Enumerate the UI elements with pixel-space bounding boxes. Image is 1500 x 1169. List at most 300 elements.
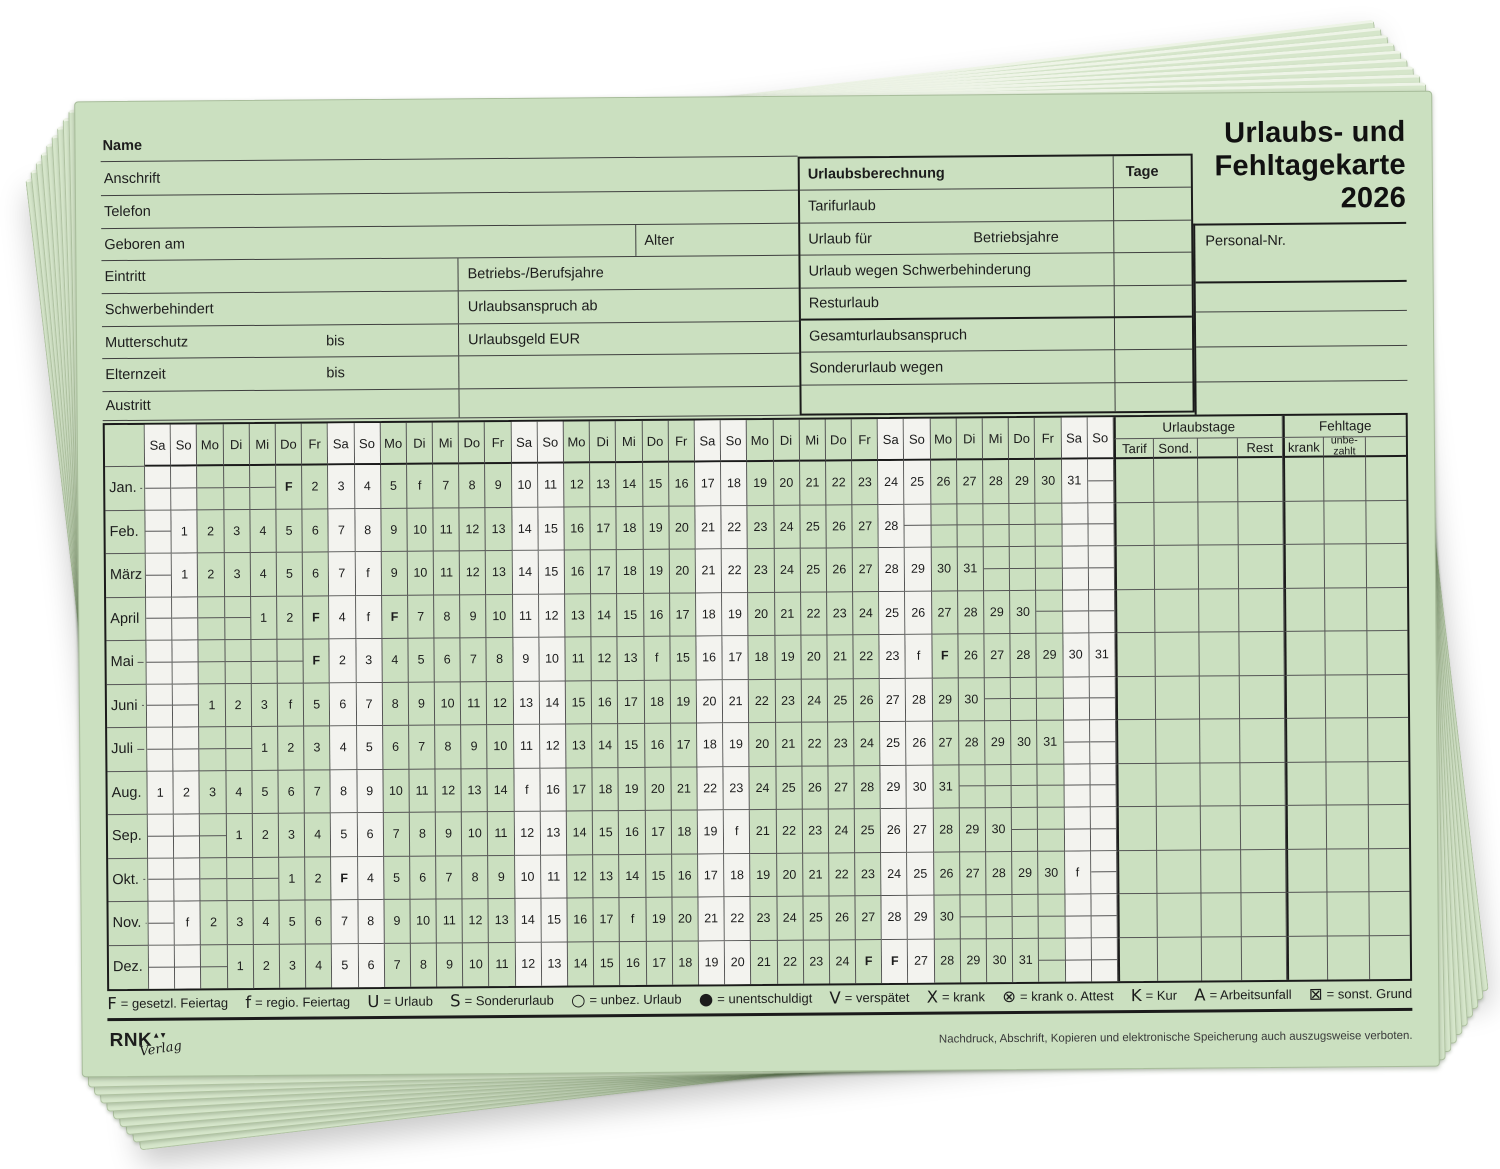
day-cell: 4	[305, 813, 332, 857]
rule-line	[137, 749, 144, 750]
weekday-header: Mi	[249, 424, 276, 466]
day-cell: 9	[381, 552, 408, 596]
empty-day-cell	[226, 727, 253, 771]
legend-text: = gesetzl. Feiertag	[120, 994, 229, 1011]
empty-day-cell	[1092, 938, 1119, 982]
day-cell: 31	[1062, 459, 1089, 503]
weekday-header: Fr	[302, 423, 329, 465]
day-cell: 7	[305, 770, 332, 814]
weekday-header: Di	[590, 421, 617, 463]
day-cell: 8	[331, 770, 358, 814]
day-cell: 14	[568, 942, 595, 986]
day-cell: f	[620, 898, 647, 942]
day-cell: 18	[593, 768, 620, 812]
empty-row	[1196, 282, 1407, 313]
form-row-schwerbehindert	[102, 289, 799, 327]
day-cell: 15	[539, 551, 566, 595]
legend-text: = krank o. Attest	[1019, 987, 1114, 1004]
rule-line	[142, 705, 144, 706]
day-cell: 16	[669, 462, 696, 506]
day-cell: 12	[592, 637, 619, 681]
day-cell: 18	[749, 636, 776, 680]
summary-cell	[1114, 502, 1154, 546]
empty-day-cell	[1090, 720, 1117, 764]
day-cell: 7	[433, 464, 460, 508]
weekday-header: Do	[1009, 418, 1036, 460]
day-cell: 10	[487, 594, 514, 638]
day-cell: 29	[985, 721, 1012, 765]
legend-item	[245, 992, 350, 1012]
empty-day-cell	[1013, 895, 1040, 939]
empty-day-cell	[225, 596, 252, 640]
day-cell: 5	[276, 509, 303, 553]
weekday-header: Sa	[878, 419, 905, 461]
day-cell: 13	[489, 899, 516, 943]
empty-day-cell	[959, 765, 986, 809]
day-cell: 24	[801, 679, 828, 723]
day-cell: 27	[856, 896, 883, 940]
gesamturlaubsanspruch-row	[801, 318, 1192, 353]
weekday-header: Do	[642, 421, 669, 463]
summary-cell	[1286, 806, 1327, 850]
weekday-header: Mi	[983, 418, 1010, 460]
day-cell: 8	[459, 464, 486, 508]
weekday-header: Fr	[852, 419, 879, 461]
month-label	[108, 858, 148, 902]
day-cell: 20	[672, 897, 699, 941]
day-cell: 14	[619, 854, 646, 898]
day-cell: 3	[200, 771, 227, 815]
empty-day-cell	[1036, 590, 1063, 634]
brand-subtext: Verlag	[138, 1038, 183, 1060]
day-cell: 17	[594, 898, 621, 942]
day-cell: 8	[382, 682, 409, 726]
anschrift-label: Anschrift	[103, 170, 161, 187]
month-name: Juni	[110, 697, 138, 714]
day-cell: 6	[278, 770, 305, 814]
empty-day-cell	[174, 814, 201, 858]
summary-cell	[1242, 936, 1287, 980]
day-cell: 12	[460, 551, 487, 595]
empty-day-cell	[1039, 895, 1066, 939]
calendar-corner-cell	[105, 425, 145, 467]
day-cell: 11	[538, 464, 565, 508]
day-cell: 15	[538, 507, 565, 551]
day-cell: 3	[279, 814, 306, 858]
column-subheader	[1198, 438, 1238, 458]
day-cell: 7	[384, 943, 411, 987]
empty-day-cell	[1037, 677, 1064, 721]
day-cell: 14	[540, 681, 567, 725]
day-cell: 28	[959, 721, 986, 765]
legend-symbol: f	[245, 992, 252, 1012]
day-cell: 18	[697, 723, 724, 767]
day-cell: 29	[932, 678, 959, 722]
day-cell: 16	[620, 941, 647, 985]
day-cell: 1	[252, 727, 279, 771]
day-cell: 27	[880, 678, 907, 722]
empty-day-cell	[985, 678, 1012, 722]
column-group-header: Fehltage	[1283, 415, 1406, 438]
weekday-header: Fr	[668, 420, 695, 462]
geboren-am-label: Geboren am	[104, 235, 185, 253]
summary-cell	[1117, 894, 1157, 938]
empty-day-cell	[1012, 764, 1039, 808]
summary-cell	[1327, 805, 1369, 849]
summary-cell	[1157, 807, 1201, 851]
day-cell: 11	[409, 769, 436, 813]
day-cell: 27	[960, 852, 987, 896]
day-cell: f	[356, 595, 383, 639]
month-label	[106, 554, 146, 598]
day-cell: F	[276, 466, 303, 510]
legend-item	[1194, 984, 1291, 1004]
empty-day-cell	[147, 728, 174, 772]
day-cell: 31	[1013, 938, 1040, 982]
resturlaub-label: Resturlaub	[808, 295, 879, 312]
day-cell: 1	[172, 553, 199, 597]
day-cell: 9	[381, 508, 408, 552]
weekday-header: Fr	[485, 422, 512, 464]
day-cell: 15	[670, 636, 697, 680]
day-cell: 18	[672, 810, 699, 854]
summary-cell	[1284, 632, 1325, 676]
day-cell: 28	[1011, 634, 1038, 678]
day-cell: 22	[722, 506, 749, 550]
day-cell: 3	[224, 509, 251, 553]
empty-day-cell	[1090, 764, 1117, 808]
weekday-header: Mo	[197, 424, 224, 466]
day-cell: 12	[514, 812, 541, 856]
mutterschutz-label: Mutterschutz	[105, 333, 189, 351]
form-row-anschrift	[101, 157, 798, 196]
empty-day-cell	[931, 504, 958, 548]
day-cell: 28	[879, 504, 906, 548]
divider-line	[458, 291, 459, 323]
day-cell: 27	[957, 460, 984, 504]
day-cell: 14	[488, 768, 515, 812]
day-cell: 10	[407, 508, 434, 552]
summary-cell	[1328, 936, 1370, 980]
empty-day-cell	[225, 640, 252, 684]
empty-day-cell	[172, 597, 199, 641]
summary-cell	[1324, 457, 1366, 501]
urlaub-fuer-label: Urlaub für	[808, 230, 873, 248]
day-cell: 21	[750, 810, 777, 854]
empty-day-cell	[148, 858, 175, 902]
day-cell: 8	[435, 725, 462, 769]
legend-symbol: U	[367, 991, 380, 1011]
day-cell: 1	[227, 944, 254, 988]
day-cell: 2	[174, 771, 201, 815]
empty-day-cell	[174, 858, 201, 902]
summary-cell	[1239, 545, 1284, 589]
day-cell: f	[724, 810, 751, 854]
sonderurlaub-row	[801, 350, 1192, 386]
legend-text: = krank	[941, 988, 986, 1005]
day-cell: 1	[279, 857, 306, 901]
summary-cell	[1368, 718, 1408, 762]
day-cell: f	[278, 683, 305, 727]
summary-cell	[1115, 546, 1155, 590]
legend-symbol: F	[107, 993, 117, 1013]
day-cell: 13	[565, 594, 592, 638]
summary-cell	[1115, 589, 1155, 633]
day-cell: 24	[774, 505, 801, 549]
day-cell: 23	[748, 549, 775, 593]
day-cell: 16	[696, 636, 723, 680]
day-cell: 20	[669, 506, 696, 550]
day-cell: f	[355, 552, 382, 596]
empty-day-cell	[201, 858, 228, 902]
day-cell: 2	[302, 465, 329, 509]
summary-cell	[1240, 719, 1285, 763]
empty-day-cell	[983, 504, 1010, 548]
weekday-header: Do	[826, 419, 853, 461]
day-cell: 5	[384, 856, 411, 900]
weekday-header: Fr	[1035, 418, 1062, 460]
summary-cell	[1241, 849, 1286, 893]
tarifurlaub-row	[800, 188, 1191, 224]
day-cell: 21	[775, 592, 802, 636]
copyright-notice: Nachdruck, Abschrift, Kopieren und elektronische Speicherung auch auszugsweise verboten.	[938, 1029, 1413, 1046]
day-cell: 5	[381, 465, 408, 509]
day-cell: 21	[698, 897, 725, 941]
summary-cell	[1201, 850, 1241, 894]
day-cell: 9	[485, 464, 512, 508]
empty-row	[1196, 381, 1407, 413]
day-cell: f	[644, 637, 671, 681]
column-subheader: Tarif	[1114, 439, 1154, 459]
legend-symbol: X	[926, 987, 939, 1007]
day-cell: F	[303, 596, 330, 640]
empty-day-cell	[1091, 807, 1118, 851]
day-cell: 22	[777, 940, 804, 984]
legend-item	[829, 987, 909, 1007]
day-cell: 12	[540, 725, 567, 769]
summary-cell	[1368, 761, 1408, 805]
summary-cell	[1240, 762, 1285, 806]
day-cell: 25	[828, 679, 855, 723]
weekday-header: Sa	[511, 422, 538, 464]
elternzeit-label: Elternzeit	[105, 366, 166, 384]
divider-line	[458, 389, 459, 417]
weekday-header: So	[1087, 417, 1114, 459]
column-subheader: Sond.	[1154, 439, 1198, 459]
day-cell: f	[514, 768, 541, 812]
summary-cell	[1325, 544, 1367, 588]
summary-cell	[1239, 588, 1284, 632]
summary-cell	[1200, 763, 1240, 807]
day-cell: 19	[747, 462, 774, 506]
day-cell: 5	[304, 683, 331, 727]
day-cell: 9	[489, 855, 516, 899]
weekday-header: Do	[459, 422, 486, 464]
empty-day-cell	[224, 466, 251, 510]
weekday-header: Di	[957, 418, 984, 460]
day-cell: 30	[1063, 633, 1090, 677]
day-cell: 11	[565, 637, 592, 681]
month-name: Mai	[110, 654, 135, 671]
summary-cell	[1201, 806, 1241, 850]
month-label	[108, 815, 148, 859]
day-cell: F	[932, 634, 959, 678]
summary-cell	[1155, 546, 1199, 590]
empty-row	[1196, 311, 1407, 348]
empty-day-cell	[985, 765, 1012, 809]
summary-cell	[1284, 545, 1325, 589]
day-cell: 10	[488, 725, 515, 769]
empty-day-cell	[1065, 894, 1092, 938]
day-cell: 3	[280, 944, 307, 988]
summary-cell	[1116, 720, 1156, 764]
legend-symbol: S	[450, 990, 461, 1010]
weekday-header: Mo	[747, 420, 774, 462]
vacation-card	[74, 91, 1440, 1078]
day-cell: 5	[408, 639, 435, 683]
summary-cell	[1285, 762, 1326, 806]
day-cell: 28	[983, 460, 1010, 504]
day-cell: 22	[749, 679, 776, 723]
day-cell: 11	[514, 725, 541, 769]
summary-cell	[1117, 807, 1157, 851]
day-cell: 25	[855, 809, 882, 853]
summary-cell	[1155, 633, 1199, 677]
day-cell: 22	[776, 810, 803, 854]
day-cell: 23	[802, 809, 829, 853]
day-cell: 27	[932, 591, 959, 635]
day-cell: 14	[591, 594, 618, 638]
column-subheader: krank	[1283, 438, 1324, 458]
day-cell: 10	[408, 552, 435, 596]
day-cell: 22	[853, 635, 880, 679]
day-cell: 12	[567, 855, 594, 899]
day-cell: 8	[355, 508, 382, 552]
form-row-telefon	[101, 191, 798, 229]
form-row-austritt	[102, 387, 799, 421]
empty-day-cell	[1065, 938, 1092, 982]
day-cell: 12	[463, 899, 490, 943]
empty-day-cell	[175, 945, 202, 989]
day-cell: 28	[854, 766, 881, 810]
day-cell: 18	[696, 593, 723, 637]
day-cell: 14	[592, 724, 619, 768]
day-cell: 9	[461, 725, 488, 769]
day-cell: 12	[539, 594, 566, 638]
day-cell: 1	[251, 596, 278, 640]
day-cell: 8	[410, 813, 437, 857]
day-cell: 22	[802, 722, 829, 766]
day-cell: 19	[698, 810, 725, 854]
day-cell: 9	[513, 638, 540, 682]
day-cell: 26	[881, 809, 908, 853]
day-cell: F	[331, 857, 358, 901]
empty-day-cell	[148, 902, 175, 946]
weekday-header: So	[721, 420, 748, 462]
summary-cell	[1325, 588, 1367, 632]
year-calendar-table	[103, 413, 1412, 991]
day-cell: 19	[646, 898, 673, 942]
empty-day-cell	[1091, 851, 1118, 895]
weekday-header: Do	[276, 424, 303, 466]
day-cell: 13	[593, 855, 620, 899]
legend-symbol: ⊠	[1308, 984, 1323, 1004]
day-cell: 5	[357, 726, 384, 770]
summary-cell	[1369, 892, 1409, 936]
day-cell: 28	[958, 591, 985, 635]
day-cell: 4	[250, 553, 277, 597]
empty-row	[801, 383, 1192, 410]
day-cell: 27	[907, 809, 934, 853]
day-cell: 20	[669, 549, 696, 593]
legend-symbol: ○	[570, 989, 586, 1009]
form-row-elternzeit	[102, 354, 799, 392]
day-cell: f	[906, 635, 933, 679]
day-cell: 13	[486, 507, 513, 551]
day-cell: 25	[879, 591, 906, 635]
day-cell: 4	[329, 596, 356, 640]
day-cell: 20	[697, 680, 724, 724]
legend-symbol: K	[1130, 985, 1142, 1005]
day-cell: 16	[592, 681, 619, 725]
summary-cell	[1114, 459, 1154, 503]
summary-cell	[1202, 937, 1242, 981]
empty-day-cell	[1089, 677, 1116, 721]
day-cell: 30	[1011, 721, 1038, 765]
divider-line	[458, 324, 459, 355]
day-cell: 28	[879, 548, 906, 592]
day-cell: 13	[542, 942, 569, 986]
weekday-header: Mo	[380, 423, 407, 465]
month-name: Jan.	[109, 480, 137, 497]
day-cell: 19	[775, 636, 802, 680]
empty-day-cell	[173, 727, 200, 771]
month-name: April	[110, 610, 140, 627]
legend-item	[367, 991, 433, 1011]
day-cell: 20	[777, 853, 804, 897]
day-cell: 1	[147, 771, 174, 815]
day-cell: 23	[828, 722, 855, 766]
column-subheader: Rest	[1238, 438, 1283, 458]
summary-cell	[1240, 675, 1285, 719]
divider-line	[457, 258, 458, 290]
legend-item	[699, 988, 813, 1008]
brand-triangles-icon: ▲▼	[152, 1030, 167, 1040]
day-cell: 22	[801, 592, 828, 636]
day-cell: 2	[305, 857, 332, 901]
resturlaub-row	[801, 286, 1192, 321]
day-cell: 10	[512, 464, 539, 508]
empty-day-cell	[1038, 808, 1065, 852]
day-cell: 6	[357, 813, 384, 857]
day-cell: 27	[852, 505, 879, 549]
form-row-eintritt	[101, 256, 798, 294]
name-label: Name	[102, 137, 143, 155]
day-cell: 25	[800, 505, 827, 549]
day-cell: 13	[541, 812, 568, 856]
empty-day-cell	[146, 554, 173, 598]
day-cell: 22	[826, 461, 853, 505]
empty-day-cell	[905, 504, 932, 548]
day-cell: 1	[199, 684, 226, 728]
day-cell: 2	[330, 639, 357, 683]
day-cell: 12	[460, 508, 487, 552]
summary-cell	[1239, 632, 1284, 676]
day-cell: F	[882, 939, 909, 983]
day-cell: 23	[748, 505, 775, 549]
day-cell: 16	[567, 898, 594, 942]
day-cell: 28	[906, 678, 933, 722]
